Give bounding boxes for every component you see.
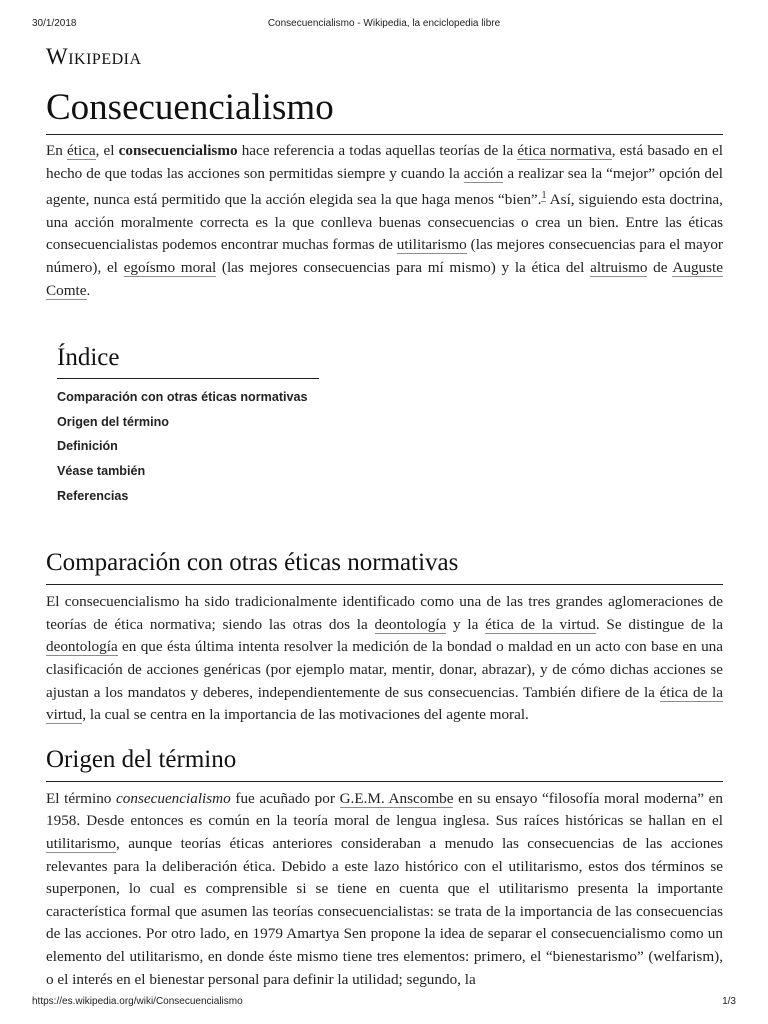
- toc-item-vease-tambien[interactable]: Véase también: [57, 464, 146, 478]
- toc-item-definicion[interactable]: Definición: [57, 439, 118, 454]
- toc-list: [57, 385, 319, 508]
- italic-term: consecuencialismo: [116, 789, 231, 807]
- link-etica-de-la-virtud[interactable]: ética de la virtud: [46, 683, 723, 724]
- link-auguste-comte[interactable]: Auguste Comte: [46, 259, 724, 299]
- text-run: a realizar sea la “mejor” opción del agente, nunca está permitido que la acción elegida sea la que haga menos “bien”.: [46, 164, 723, 209]
- link-utilitarismo[interactable]: utilitarismo: [396, 236, 467, 254]
- reference-link[interactable]: 1: [541, 190, 547, 202]
- text-run: El consecuencialismo ha sido tradicionalmente identificado como una de las tres grandes aglomeraciones de teorías de ética normativa; siendo las otras dos la: [46, 593, 723, 633]
- text-run: Así, siguiendo esta doctrina, una acción moralmente correcta es la que conlleva buenas consecuencias o crea un bien. Entre las éticas consecuencialistas podemos encontrar muchas formas de: [46, 191, 723, 254]
- text-run: .: [86, 281, 91, 299]
- link-deontologia[interactable]: deontología: [46, 638, 118, 656]
- print-page-number: 1/3: [722, 996, 736, 1007]
- link-etica-de-la-virtud[interactable]: ética de la virtud: [485, 615, 596, 633]
- text-run: En: [46, 142, 67, 159]
- section-heading-comparacion: Comparación con otras éticas normativas: [46, 548, 723, 585]
- text-run: y la: [446, 615, 486, 633]
- page-title: Consecuencialismo: [46, 86, 723, 135]
- article-content: [46, 42, 723, 991]
- link-accion[interactable]: acción: [463, 164, 504, 182]
- text-run: El término: [46, 789, 117, 807]
- toc-item-comparacion[interactable]: Comparación con otras éticas normativas: [57, 390, 308, 405]
- print-url: https://es.wikipedia.org/wiki/Consecuencialismo: [32, 996, 243, 1007]
- comparacion-paragraph: [46, 591, 723, 727]
- link-etica-normativa[interactable]: ética normativa: [517, 142, 612, 159]
- section-origen: [46, 745, 723, 991]
- link-deontologia[interactable]: deontología: [374, 615, 447, 633]
- intro-paragraph: [46, 140, 723, 302]
- text-run: , la cual se centra en la importancia de las motivaciones del agente moral.: [82, 706, 529, 724]
- link-etica[interactable]: ética: [66, 142, 96, 159]
- bold-term: consecuencialismo: [118, 142, 238, 159]
- text-run: en que ésta última intenta resolver la medición de la bondad o maldad en un acto con base en una clasificación de acciones genéricas (por ejemplo matar, mentir, donar, abrazar), y de cómo dichas acciones se ajustan a los mandatos y deberes, independientemente de sus consecuencias. También difiere de la: [46, 638, 723, 701]
- print-header: [32, 18, 736, 32]
- text-run: de: [647, 259, 673, 277]
- text-run: , el: [95, 142, 119, 159]
- text-run: (las mejores consecuencias para mí mismo) y la ética del: [216, 259, 591, 277]
- section-comparacion: [46, 548, 723, 727]
- table-of-contents: [57, 342, 319, 508]
- text-run: en su ensayo “filosofía moral moderna” en 1958. Desde entonces es común en la teoría moral de lengua inglesa. Sus raíces históricas se hallan en el: [46, 789, 723, 830]
- text-run: , aunque teorías éticas anteriores consideraban a menudo las consecuencias de las acciones relevantes para la deliberación ética. Debido a este lazo histórico con el utilitarismo, estos dos términos se superponen, lo cual es comprensible si se tiene en cuenta que el utilitarismo presenta la importante característica formal que asumen las teorías consecuencialistas: se trata de la importancia de las consecuencias de las acciones. Por otro lado, en 1979 Amartya Sen propone la idea de separar el consecuencialismo como un elemento del utilitarismo, en donde éste mismo tiene tres elementos: primero, el “bienestarismo” (welfarism), o el interés en el bienestar personal para definir la utilidad; segundo, la: [46, 834, 723, 988]
- text-run: (las mejores consecuencias para el mayor número), el: [46, 236, 723, 277]
- wikipedia-wordmark[interactable]: Wikipedia: [46, 44, 142, 69]
- print-footer: [32, 996, 736, 1010]
- toc-title: Índice: [57, 342, 319, 379]
- text-run: hace referencia a todas aquellas teorías de la: [237, 142, 518, 159]
- toc-item-origen[interactable]: Origen del término: [57, 414, 169, 429]
- section-heading-origen: Origen del término: [46, 745, 723, 782]
- link-egoismo-moral[interactable]: egoísmo moral: [123, 259, 217, 277]
- origen-paragraph: [46, 788, 723, 991]
- print-page-title: Consecuencialismo - Wikipedia, la enciclopedia libre: [267, 18, 501, 29]
- link-utilitarismo[interactable]: utilitarismo: [46, 834, 117, 852]
- text-run: fue acuñado por: [230, 789, 340, 807]
- toc-item-referencias[interactable]: Referencias: [57, 488, 129, 503]
- link-gem-anscombe[interactable]: G.E.M. Anscombe: [339, 789, 454, 807]
- print-date: 30/1/2018: [32, 18, 77, 29]
- link-altruismo[interactable]: altruismo: [590, 259, 648, 277]
- text-run: , está basado en el hecho de que todas las acciones son permitidas siempre y cuando la: [46, 142, 723, 182]
- text-run: . Se distingue de la: [595, 615, 723, 633]
